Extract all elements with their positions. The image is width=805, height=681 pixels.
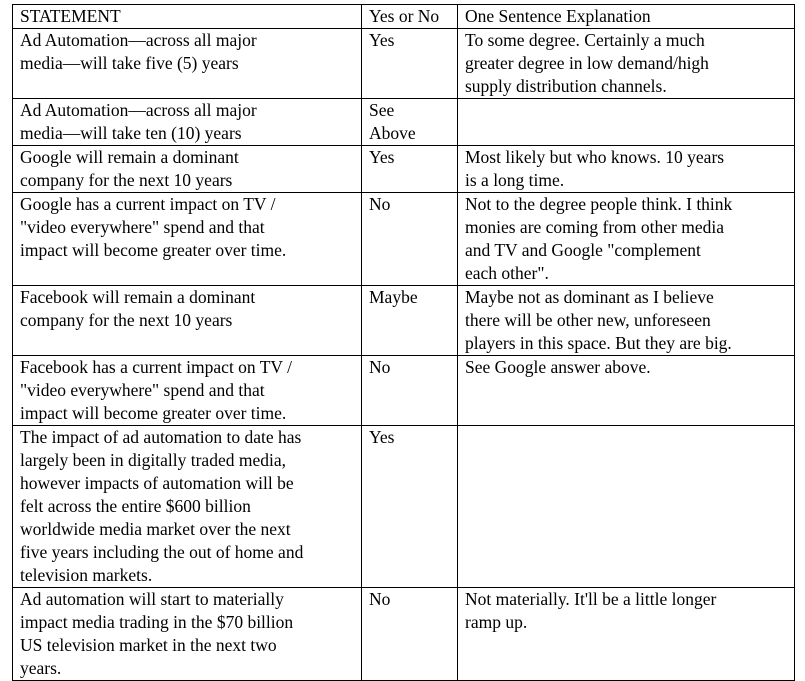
- table-row: [13, 426, 795, 588]
- explanation-cell: See Google answer above.: [458, 356, 795, 426]
- table-row: [13, 146, 795, 193]
- statement-cell: Google will remain a dominant company for the next 10 years: [13, 146, 362, 193]
- header-row: [13, 5, 795, 29]
- statement-cell: Ad automation will start to materially impact media trading in the $70 billion US television market in the next two years.: [13, 588, 362, 681]
- header-statement: STATEMENT: [13, 5, 362, 29]
- statement-cell: Google has a current impact on TV / "video everywhere" spend and that impact will become greater over time.: [13, 193, 362, 286]
- explanation-cell: Not to the degree people think. I think monies are coming from other media and TV and Google "complement each other".: [458, 193, 795, 286]
- answer-cell: Yes: [362, 426, 458, 588]
- statement-cell: Ad Automation—across all major media—will take ten (10) years: [13, 99, 362, 146]
- statement-cell: Facebook will remain a dominant company for the next 10 years: [13, 286, 362, 356]
- table-row: [13, 588, 795, 681]
- answer-cell: Maybe: [362, 286, 458, 356]
- answer-cell: Yes: [362, 146, 458, 193]
- table-row: [13, 29, 795, 99]
- table-row: [13, 99, 795, 146]
- header-explanation: One Sentence Explanation: [458, 5, 795, 29]
- answer-cell: No: [362, 356, 458, 426]
- header-yes-or-no: Yes or No: [362, 5, 458, 29]
- statement-cell: Facebook has a current impact on TV / "video everywhere" spend and that impact will become greater over time.: [13, 356, 362, 426]
- explanation-cell: [458, 426, 795, 588]
- answer-cell: No: [362, 193, 458, 286]
- answer-cell: No: [362, 588, 458, 681]
- explanation-cell: To some degree. Certainly a much greater degree in low demand/high supply distribution channels.: [458, 29, 795, 99]
- explanation-cell: Most likely but who knows. 10 years is a long time.: [458, 146, 795, 193]
- table-row: [13, 193, 795, 286]
- statements-table: [12, 4, 795, 681]
- statement-cell: The impact of ad automation to date has largely been in digitally traded media, however impacts of automation will be felt across the entire $600 billion worldwide media market over the next five years including the out of home and television markets.: [13, 426, 362, 588]
- statement-cell: Ad Automation—across all major media—will take five (5) years: [13, 29, 362, 99]
- answer-cell: Yes: [362, 29, 458, 99]
- explanation-cell: [458, 99, 795, 146]
- table-row: [13, 286, 795, 356]
- table-row: [13, 356, 795, 426]
- answer-cell: See Above: [362, 99, 458, 146]
- explanation-cell: Not materially. It'll be a little longer ramp up.: [458, 588, 795, 681]
- explanation-cell: Maybe not as dominant as I believe there will be other new, unforeseen players in this space. But they are big.: [458, 286, 795, 356]
